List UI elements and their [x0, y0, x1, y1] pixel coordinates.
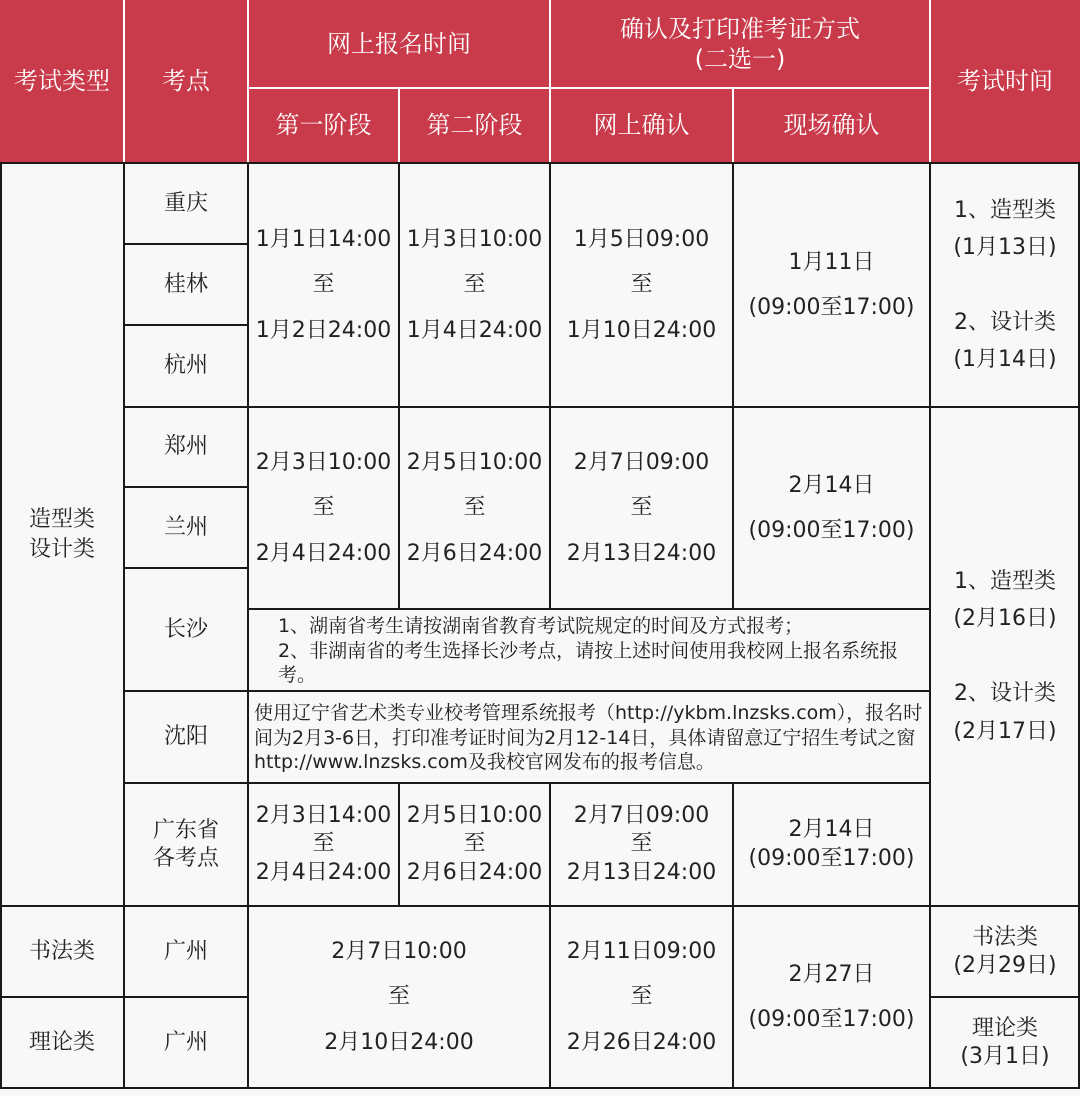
header-location: 考点 [124, 0, 248, 163]
header-divider [929, 0, 931, 163]
location-changsha: 长沙 [163, 616, 208, 642]
location-shenyang: 沈阳 [163, 724, 208, 750]
header-exam-type: 考试类型 [0, 0, 124, 163]
header-divider [123, 0, 125, 163]
header-divider [247, 0, 249, 163]
header-stage-2: 第二阶段 [399, 88, 550, 163]
location-guilin: 桂林 [163, 271, 208, 297]
group1-online-confirm-time: 1月5日09:00 至 1月10日24:00 [566, 227, 717, 343]
header-onsite-confirm: 现场确认 [733, 88, 930, 163]
grid-line [124, 782, 930, 784]
location-guangzhou-calligraphy: 广州 [163, 938, 208, 964]
grid-line [248, 608, 930, 610]
group1-stage2-time: 1月3日10:00 至 1月4日24:00 [406, 227, 543, 343]
header-divider [398, 88, 400, 163]
grid-line [930, 996, 1080, 998]
group2-online-confirm-time: 2月7日09:00 至 2月13日24:00 [566, 450, 717, 566]
grid-line [549, 163, 551, 610]
group3-registration-time: 2月7日10:00 至 2月10日24:00 [324, 939, 474, 1055]
grid-line [124, 690, 930, 692]
group1-stage1-time: 1月1日14:00 至 1月2日24:00 [255, 227, 392, 343]
guangdong-stage2-time: 2月5日10:00 至 2月6日24:00 [406, 802, 543, 885]
grid-line [247, 163, 249, 1089]
type-calligraphy: 书法类 [28, 938, 95, 964]
type-theory: 理论类 [28, 1029, 95, 1055]
grid-line [0, 905, 1080, 907]
guangdong-online-confirm-time: 2月7日09:00 至 2月13日24:00 [566, 802, 717, 885]
group2-onsite-confirm-time: 2月14日 (09:00至17:00) [748, 472, 915, 543]
group3-exam-time-theory: 理论类 (3月1日) [960, 1016, 1050, 1069]
grid-line [732, 783, 734, 1089]
guangdong-stage1-time: 2月3日14:00 至 2月4日24:00 [255, 802, 392, 885]
group2-exam-time: 1、造型类 (2月16日) 2、设计类 (2月17日) [953, 569, 1057, 744]
shenyang-note: 使用辽宁省艺术类专业校考管理系统报考（http://ykbm.lnzsks.com），报名时间为2月3-6日，打印准考证时间为2月12-14日，具体请留意辽宁招生考试之窗http://www.lnzsks.com及我校官网发布的报考信息。 [254, 701, 923, 774]
header-exam-time: 考试时间 [930, 0, 1080, 163]
group1-exam-time: 1、造型类 (1月13日) 2、设计类 (1月14日) [953, 197, 1057, 373]
grid-line [124, 324, 248, 326]
location-guangzhou-theory: 广州 [163, 1029, 208, 1055]
header-online-registration: 网上报名时间 [248, 0, 550, 88]
location-lanzhou: 兰州 [163, 514, 208, 540]
header-confirm-print: 确认及打印准考证方式 (二选一) [550, 0, 930, 88]
header-divider [549, 0, 551, 163]
grid-line [124, 243, 248, 245]
grid-line [398, 783, 400, 906]
grid-line [732, 163, 734, 610]
group3-exam-time-calligraphy: 书法类 (2月29日) [953, 925, 1057, 978]
grid-line [398, 163, 400, 610]
grid-line [123, 163, 125, 1089]
type-art-design: 造型类 设计类 [28, 506, 95, 562]
grid-line [0, 162, 1080, 164]
location-zhengzhou: 郑州 [163, 434, 208, 460]
header-divider [732, 88, 734, 163]
grid-line [549, 783, 551, 1089]
location-hangzhou: 杭州 [163, 353, 208, 379]
changsha-note: 1、湖南省考生请按湖南省教育考试院规定的时间及方式报考； 2、非湖南省的考生选择长沙考点，请按上述时间使用我校网上报名系统报考。 [278, 614, 899, 687]
grid-line [0, 163, 2, 1089]
group1-onsite-confirm-time: 1月11日 (09:00至17:00) [748, 249, 915, 320]
group2-stage1-time: 2月3日10:00 至 2月4日24:00 [255, 450, 392, 566]
grid-line [929, 163, 931, 1089]
group3-onsite-confirm-time: 2月27日 (09:00至17:00) [748, 961, 915, 1032]
header-divider [248, 87, 930, 89]
location-chongqing: 重庆 [163, 190, 208, 216]
group2-stage2-time: 2月5日10:00 至 2月6日24:00 [406, 450, 543, 566]
group3-online-confirm-time: 2月11日09:00 至 2月26日24:00 [566, 939, 717, 1055]
grid-line [124, 406, 1080, 408]
header-stage-1: 第一阶段 [248, 88, 399, 163]
grid-line [124, 486, 248, 488]
guangdong-onsite-confirm-time: 2月14日 (09:00至17:00) [748, 816, 915, 871]
grid-line [0, 1087, 1080, 1089]
location-guangdong: 广东省 各考点 [152, 818, 219, 871]
header-online-confirm: 网上确认 [550, 88, 733, 163]
grid-line [0, 996, 248, 998]
grid-line [124, 567, 248, 569]
